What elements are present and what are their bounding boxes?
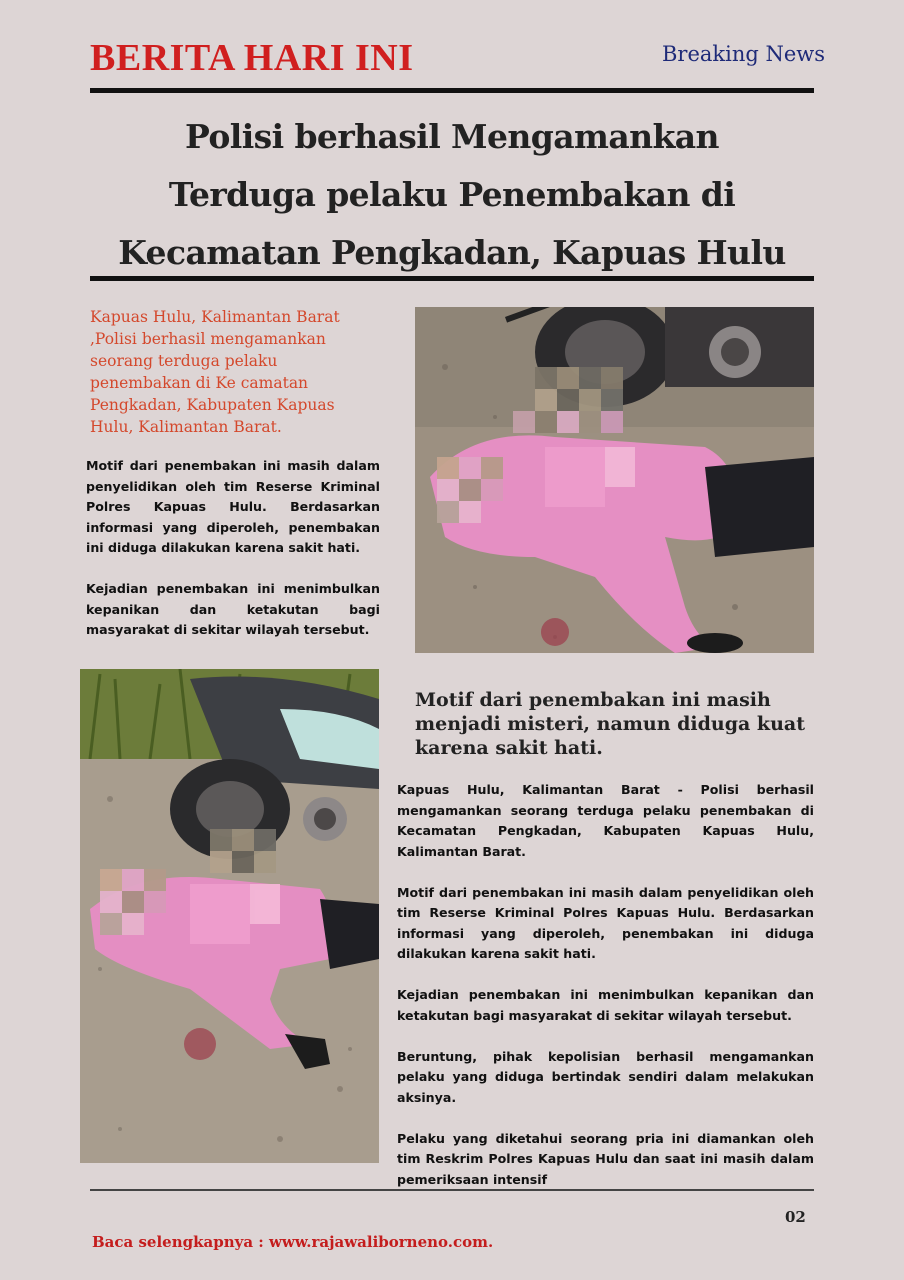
news-photo-1	[415, 307, 814, 653]
right-column	[397, 780, 814, 1190]
left-column	[86, 456, 380, 661]
headline-divider	[90, 276, 814, 281]
page-number: 02	[785, 1208, 806, 1226]
left-paragraph-2: Kejadian penembakan ini menimbulkan kepanikan dan ketakutan bagi masyarakat di sekitar wilayah tersebut.	[86, 581, 380, 637]
right-paragraph-5: Pelaku yang diketahui seorang pria ini diamankan oleh tim Reskrim Polres Kapuas Hulu dan saat ini masih dalam pemeriksaan intensif	[397, 1130, 814, 1187]
pull-quote: Motif dari penembakan ini masih menjadi misteri, namun diduga kuat karena sakit hati.	[415, 689, 806, 759]
right-paragraph-1: Kapuas Hulu, Kalimantan Barat - Polisi berhasil mengamankan seorang terduga pelaku penembakan di Kecamatan Pengkadan, Kabupaten Kapuas Hulu, Kalimantan Barat.	[397, 782, 814, 859]
right-paragraph-2: Motif dari penembakan ini masih dalam penyelidikan oleh tim Reserse Kriminal Polres Kapuas Hulu. Berdasarkan informasi yang diperoleh, penembakan ini diduga dilakukan karena sakit hati.	[397, 884, 814, 961]
lead-paragraph: Kapuas Hulu, Kalimantan Barat ,Polisi berhasil mengamankan seorang terduga pelaku penembakan di Ke camatan Pengkadan, Kabupaten Kapuas Hulu, Kalimantan Barat.	[90, 308, 340, 436]
footer-link[interactable]: Baca selengkapnya : www.rajawaliborneno.com.	[92, 1233, 494, 1251]
left-paragraph-1: Motif dari penembakan ini masih dalam penyelidikan oleh tim Reserse Kriminal Polres Kapuas Hulu. Berdasarkan informasi yang diperoleh, penembakan ini diduga dilakukan karena sakit hati.	[86, 458, 380, 555]
breaking-news-label: Breaking News	[662, 42, 826, 66]
masthead-title: BERITA HARI INI	[90, 37, 414, 79]
right-paragraph-4: Beruntung, pihak kepolisian berhasil mengamankan pelaku yang diduga bertindak sendiri dalam melakukan aksinya.	[397, 1048, 814, 1105]
top-divider	[90, 88, 814, 93]
right-paragraph-3: Kejadian penembakan ini menimbulkan kepanikan dan ketakutan bagi masyarakat di sekitar wilayah tersebut.	[397, 987, 814, 1023]
news-photo-2	[80, 669, 379, 1163]
headline: Polisi berhasil Mengamankan Terduga pelaku Penembakan di Kecamatan Pengkadan, Kapuas Hulu	[118, 117, 786, 272]
footer-divider	[90, 1189, 814, 1191]
